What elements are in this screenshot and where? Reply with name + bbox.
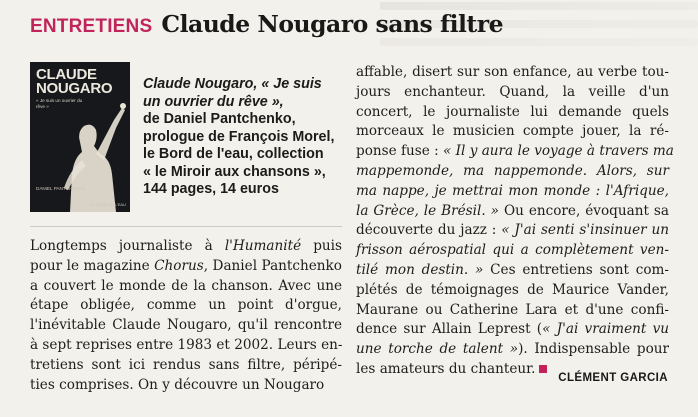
cover-title bbox=[36, 68, 124, 96]
article-headline: Claude Nougaro sans filtre bbox=[161, 10, 504, 38]
text-line: découverte du jazz : « J'ai senti s'insinuer un bbox=[356, 222, 669, 239]
text-line: étape obligée, comme un point d'orgue, bbox=[30, 297, 342, 314]
text-line: affable, disert sur son enfance, au verbe tou- bbox=[356, 64, 669, 80]
cover-author: DANIEL PANTCHENKO bbox=[36, 186, 86, 191]
text-line: à sept reprises entre 1983 et 2002. Leurs en- bbox=[30, 336, 343, 353]
text-line: Longtemps journaliste à l'Humanité puis bbox=[30, 238, 342, 254]
text-line: ponse fuse : « Il y aura le voyage à travers ma bbox=[356, 143, 674, 160]
cover-subtitle: « Je suis un ouvrier du rêve » bbox=[36, 98, 83, 109]
text-line: ties comprises. On y découvre un Nougaro bbox=[30, 376, 325, 393]
section-kicker: ENTRETIENS bbox=[30, 16, 153, 37]
text-line: ma nappe, je mettrai mon monde : l'Afrique, bbox=[356, 182, 669, 199]
author-signature bbox=[558, 372, 668, 384]
caption-line: de Daniel Pantchenko, bbox=[143, 111, 296, 127]
caption-divider bbox=[30, 226, 342, 227]
text-line: une torche de talent »). Indispensable pour bbox=[356, 341, 670, 358]
caption-line: prologue de François Morel, bbox=[143, 128, 335, 145]
caption-line: le Bord de l'eau, collection bbox=[143, 146, 324, 162]
book-cover bbox=[30, 62, 130, 212]
article-end-square-icon bbox=[539, 365, 547, 373]
author-name: CLÉMENT GARCIA bbox=[558, 372, 668, 384]
text-line: les amateurs du chanteur. bbox=[356, 360, 669, 380]
text-line: dence sur Allain Leprest (« J'ai vraiment vu bbox=[356, 321, 670, 338]
caption-line: un ouvrier du rêve », bbox=[143, 93, 284, 110]
text-line: morceaux le musicien compte jouer, la ré- bbox=[356, 123, 669, 140]
text-line: a couvert le monde de la chanson. Avec une bbox=[30, 277, 342, 294]
text-line: jours enchanteur. Quand, la veille d'un bbox=[356, 83, 669, 100]
text-line: concert, le journaliste lui demande quels bbox=[356, 103, 669, 120]
text-line: tilé mon destin. » Ces entretiens sont com- bbox=[356, 261, 669, 278]
caption-line: « le Miroir aux chansons », bbox=[143, 163, 326, 180]
text-line: plétés de témoignages de Maurice Vander, bbox=[356, 281, 669, 298]
text-line: pour le magazine Chorus, Daniel Pantchenko bbox=[30, 257, 342, 274]
text-line: l'inévitable Claude Nougaro, qu'il rencontre bbox=[30, 317, 342, 334]
cover-publisher: LE BORD DE L'EAU bbox=[89, 202, 126, 208]
text-line: tretiens sont ici rendus sans filtre, péripé- bbox=[30, 356, 342, 373]
article-column-right bbox=[356, 63, 674, 380]
text-line: frisson aérospatial qui a complètement ven- bbox=[356, 242, 669, 259]
text-line: mappemonde, ma nappemonde. Alors, sur bbox=[356, 162, 669, 179]
caption-line: Claude Nougaro, « Je suis bbox=[143, 76, 322, 92]
cover-title-line2: NOUGARO bbox=[36, 80, 113, 97]
text-line: la Grèce, le Brésil. » Ou encore, évoquant sa bbox=[356, 202, 669, 219]
article-column-left bbox=[30, 237, 342, 395]
book-caption bbox=[143, 76, 343, 199]
caption-line: 144 pages, 14 euros bbox=[143, 181, 279, 197]
cover-title-line1: CLAUDE bbox=[36, 66, 97, 83]
text-line: Maurane ou Catherine Lara et d'une confi- bbox=[356, 301, 669, 318]
article-header bbox=[30, 10, 503, 38]
